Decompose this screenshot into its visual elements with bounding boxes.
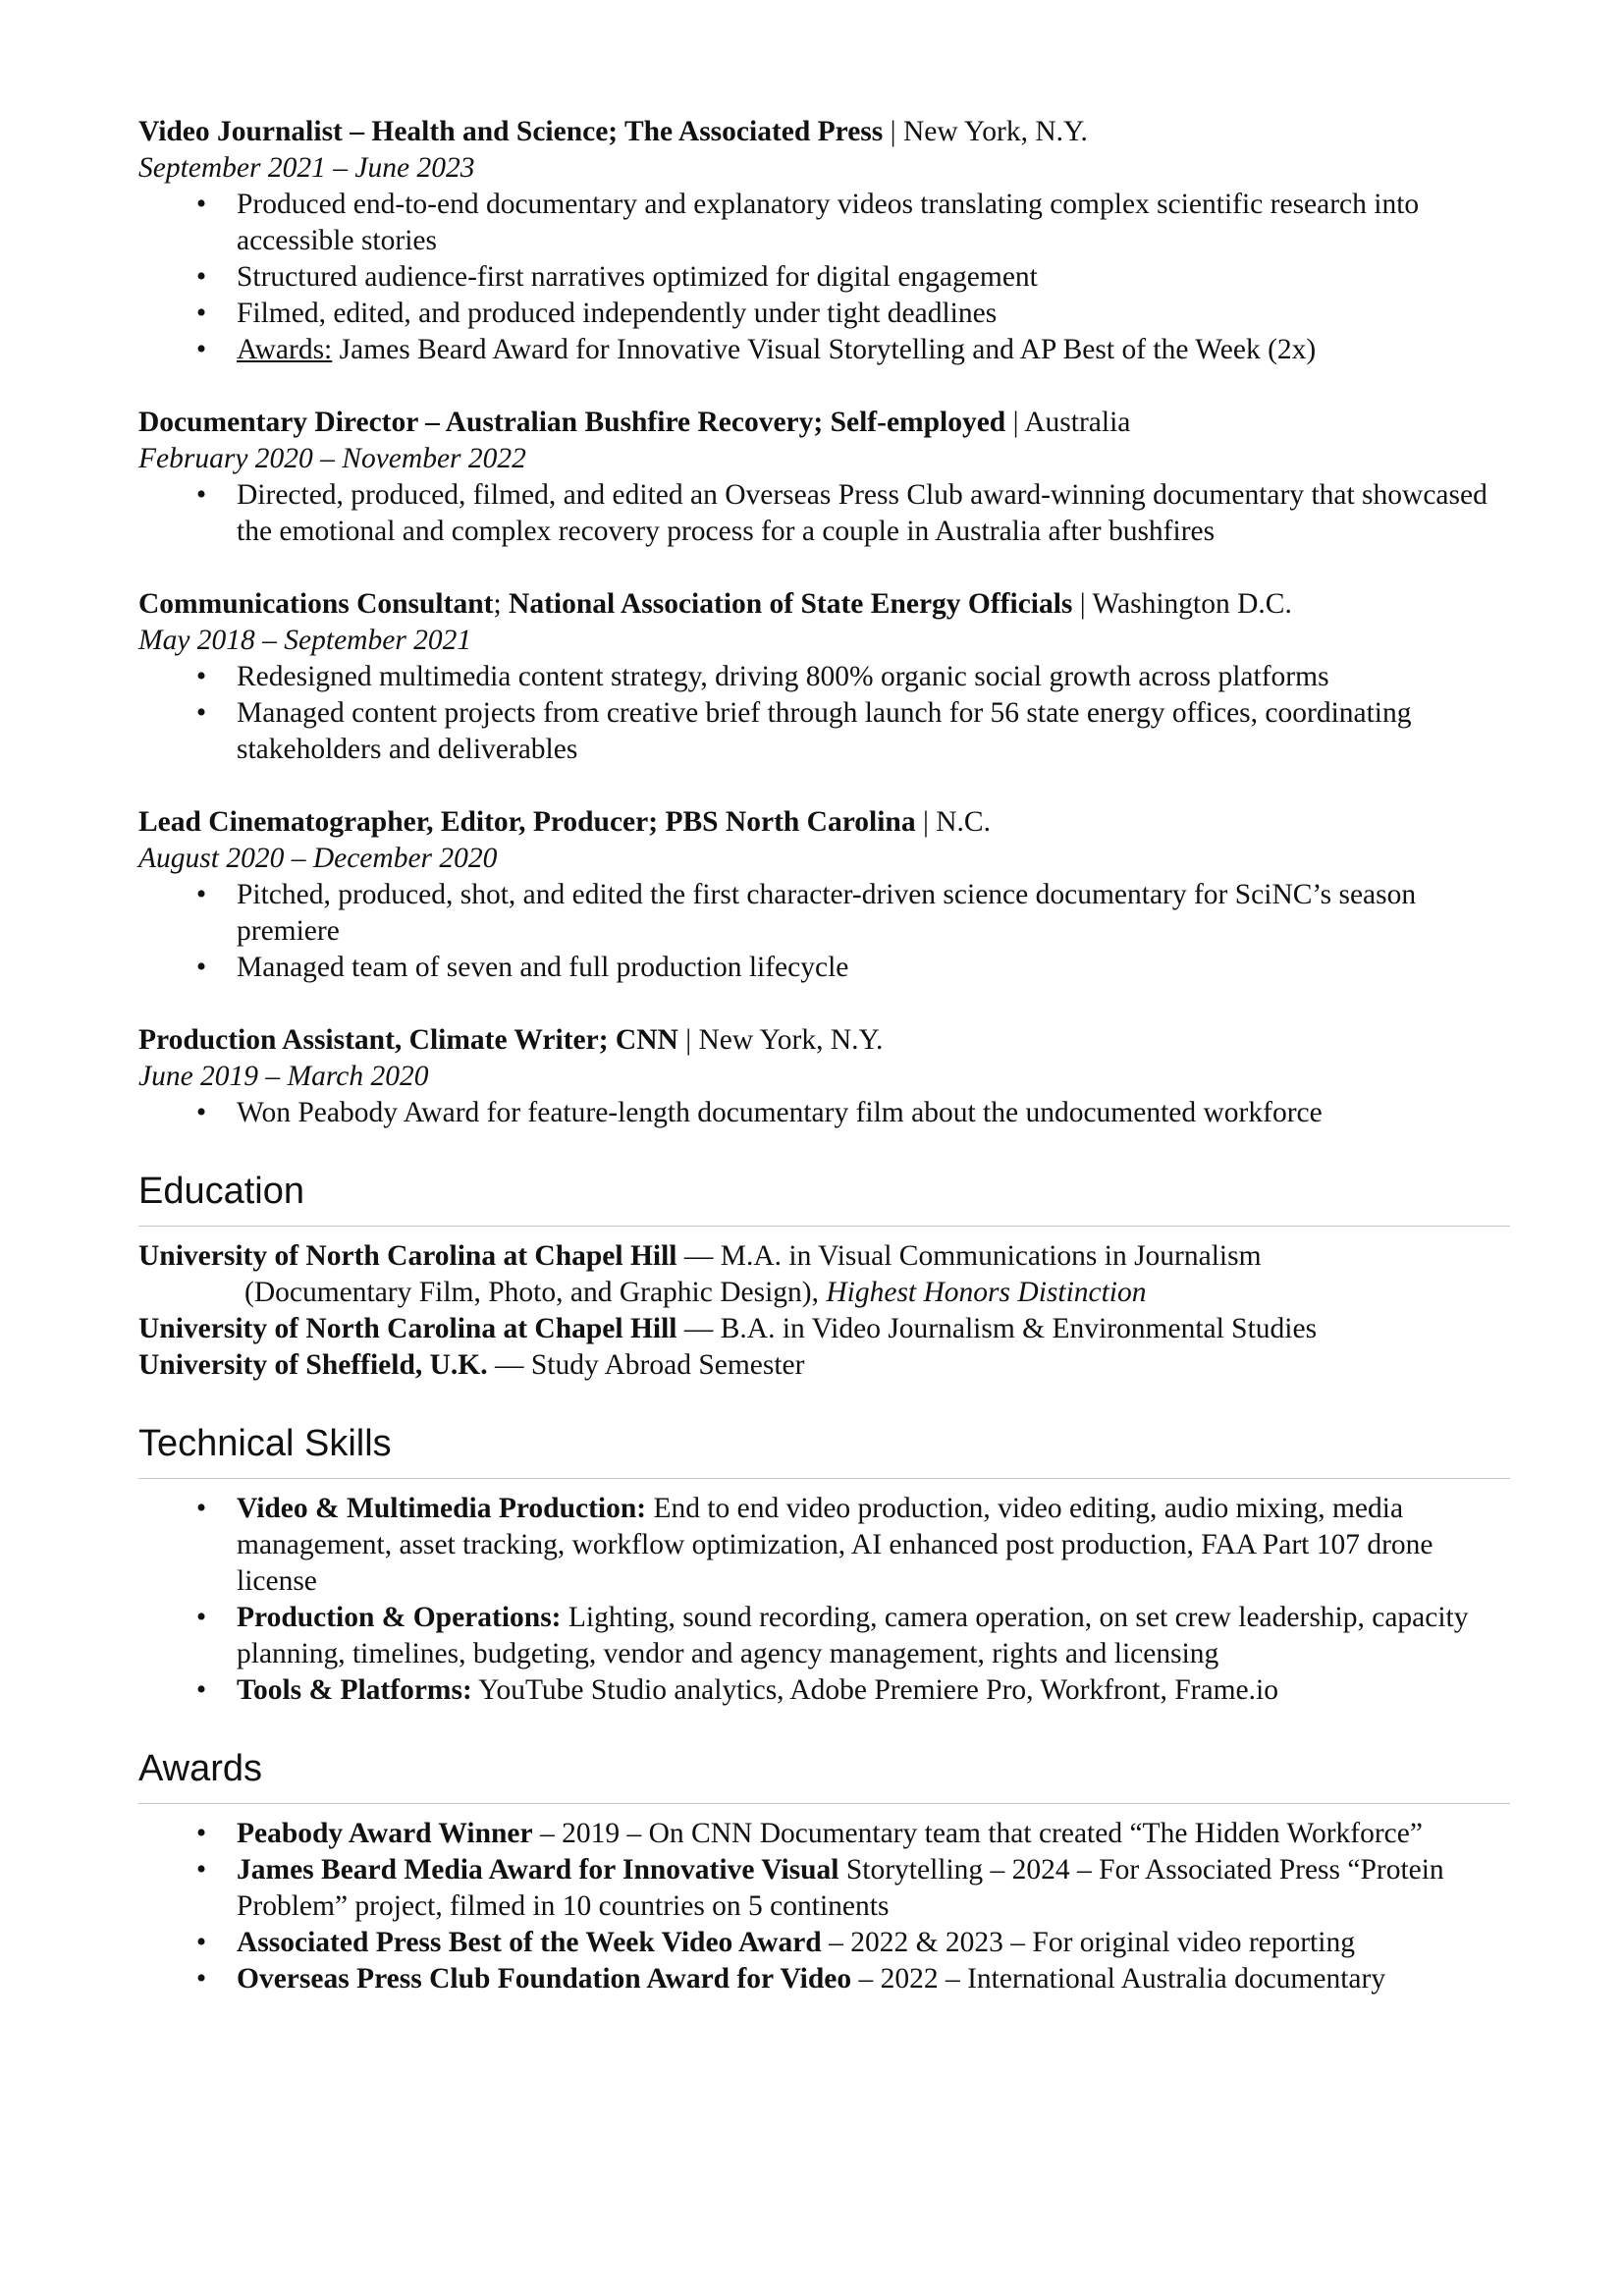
job-entry-bushfire — [138, 405, 1510, 550]
job-header: Video Journalist – Health and Science; The Associated Press | New York, N.Y. — [138, 116, 1088, 147]
bullet-icon: • — [195, 1963, 207, 1995]
job-role: Documentary Director – Australian Bushfire Recovery; Self-employed — [138, 407, 1006, 438]
job-header: Lead Cinematographer, Editor, Producer; PBS North Carolina | N.C. — [138, 806, 991, 838]
bullet-icon: • — [195, 952, 207, 983]
bullet-icon: • — [195, 697, 207, 729]
awards-label: Awards: — [237, 334, 333, 365]
list-item: • Pitched, produced, shot, and edited the first character-driven science documentary for SciNC’s season premiere — [138, 877, 1510, 950]
job-location: Australia — [1024, 407, 1131, 438]
job-header: Production Assistant, Climate Writer; CNN | New York, N.Y. — [138, 1024, 884, 1056]
bullet-icon: • — [195, 1493, 207, 1524]
list-item: • Filmed, edited, and produced independently under tight deadlines — [138, 296, 1510, 332]
award-name: Peabody Award Winner — [237, 1818, 533, 1849]
job-role: Lead Cinematographer, Editor, Producer; PBS North Carolina — [138, 806, 916, 838]
list-item: • Production & Operations: Lighting, sound recording, camera operation, on set crew leadership, capacity planning, timelines, budgeting, vendor and agency management, rights and licensing — [138, 1600, 1510, 1672]
award-name: Overseas Press Club Foundation Award for Video — [237, 1963, 852, 1995]
bullet-icon: • — [195, 1602, 207, 1633]
job-location: New York, N.Y. — [698, 1024, 884, 1056]
skills-section — [138, 1422, 1510, 1709]
bullet-icon: • — [195, 1854, 207, 1886]
job-header: Documentary Director – Australian Bushfire Recovery; Self-employed | Australia — [138, 407, 1131, 438]
list-item: • James Beard Media Award for Innovative Visual Storytelling – 2024 – For Associated Press “Protein Problem” project, filmed in 10 countries on 5 continents — [138, 1852, 1510, 1925]
list-item: • Overseas Press Club Foundation Award for Video – 2022 – International Australia documentary — [138, 1961, 1510, 1997]
award-name: Associated Press Best of the Week Video Award — [237, 1927, 822, 1958]
bullet-icon: • — [195, 298, 207, 329]
awards-section — [138, 1747, 1510, 1997]
job-bullets — [138, 477, 1510, 550]
list-item: • Tools & Platforms: YouTube Studio analytics, Adobe Premiere Pro, Workfront, Frame.io — [138, 1672, 1510, 1709]
job-entry-cnn — [138, 1022, 1510, 1131]
job-location: New York, N.Y. — [902, 116, 1088, 147]
list-item: • Peabody Award Winner – 2019 – On CNN Documentary team that created “The Hidden Workforce” — [138, 1816, 1510, 1852]
bullet-icon: • — [195, 879, 207, 910]
school-name: University of North Carolina at Chapel Hill — [138, 1313, 677, 1344]
bullet-icon: • — [195, 261, 207, 293]
job-dates: February 2020 – November 2022 — [138, 443, 526, 474]
bullet-icon: • — [195, 334, 207, 365]
job-location: Washington D.C. — [1092, 588, 1292, 620]
award-name: James Beard Media Award for Innovative Visual — [237, 1854, 839, 1886]
list-item: • Managed team of seven and full production lifecycle — [138, 950, 1510, 986]
skills-list — [138, 1491, 1510, 1709]
bullet-icon: • — [195, 1674, 207, 1706]
bullet-icon: • — [195, 189, 207, 220]
education-heading: Education — [138, 1171, 305, 1212]
education-detail: (Documentary Film, Photo, and Graphic Design), Highest Honors Distinction — [244, 1277, 1147, 1308]
job-entry-pbs — [138, 804, 1510, 986]
education-entry: University of North Carolina at Chapel Hill — M.A. in Visual Communications in Journalism — [138, 1240, 1262, 1272]
degree: Study Abroad Semester — [530, 1349, 805, 1381]
awards-list — [138, 1816, 1510, 1997]
job-bullets — [138, 877, 1510, 986]
skill-label: Production & Operations: — [237, 1602, 562, 1633]
list-item: • Won Peabody Award for feature-length documentary film about the undocumented workforce — [138, 1095, 1510, 1131]
bullet-icon: • — [195, 479, 207, 511]
section-divider — [138, 1478, 1510, 1479]
bullet-icon: • — [195, 1818, 207, 1849]
skills-heading: Technical Skills — [138, 1423, 392, 1464]
list-item: • Redesigned multimedia content strategy, driving 800% organic social growth across platforms — [138, 659, 1510, 695]
list-item: • Associated Press Best of the Week Video Award – 2022 & 2023 – For original video reporting — [138, 1925, 1510, 1961]
job-location: N.C. — [936, 806, 991, 838]
list-item: • Managed content projects from creative brief through launch for 56 state energy offices, coordinating stakeholders and deliverables — [138, 695, 1510, 768]
honors: Highest Honors Distinction — [826, 1277, 1147, 1308]
job-role: Production Assistant, Climate Writer; CNN — [138, 1024, 678, 1056]
job-entry-ap — [138, 114, 1510, 368]
education-entry: University of Sheffield, U.K. — Study Abroad Semester — [138, 1349, 805, 1381]
list-item: • Directed, produced, filmed, and edited an Overseas Press Club award-winning documentary that showcased the emotional and complex recovery process for a couple in Australia after bushfires — [138, 477, 1510, 550]
skill-label: Tools & Platforms: — [237, 1674, 472, 1706]
school-name: University of Sheffield, U.K. — [138, 1349, 488, 1381]
job-role: Communications Consultant — [138, 588, 494, 620]
bullet-icon: • — [195, 1927, 207, 1958]
job-entry-naseo — [138, 586, 1510, 768]
job-dates: May 2018 – September 2021 — [138, 625, 472, 656]
bullet-icon: • — [195, 1097, 207, 1128]
degree: B.A. in Video Journalism & Environmental Studies — [720, 1313, 1318, 1344]
job-header: Communications Consultant; National Association of State Energy Officials | Washington D.C. — [138, 588, 1292, 620]
bullet-icon: • — [195, 661, 207, 692]
list-item: • Produced end-to-end documentary and explanatory videos translating complex scientific research into accessible stories — [138, 187, 1510, 259]
list-item: • Video & Multimedia Production: End to end video production, video editing, audio mixing, media management, asset tracking, workflow optimization, AI enhanced post production, FAA Part 107 drone license — [138, 1491, 1510, 1600]
list-item: • Awards: James Beard Award for Innovative Visual Storytelling and AP Best of the Week (2x) — [138, 332, 1510, 368]
degree: M.A. in Visual Communications in Journalism — [720, 1240, 1262, 1272]
education-entry: University of North Carolina at Chapel Hill — B.A. in Video Journalism & Environmental Studies — [138, 1313, 1318, 1344]
section-divider — [138, 1803, 1510, 1804]
awards-heading: Awards — [138, 1748, 263, 1789]
job-role: Video Journalist – Health and Science; The Associated Press — [138, 116, 884, 147]
list-item: • Structured audience-first narratives optimized for digital engagement — [138, 259, 1510, 296]
job-dates: September 2021 – June 2023 — [138, 152, 475, 184]
school-name: University of North Carolina at Chapel Hill — [138, 1240, 677, 1272]
job-bullets — [138, 187, 1510, 368]
job-organization: National Association of State Energy Officials — [509, 588, 1073, 620]
job-dates: June 2019 – March 2020 — [138, 1061, 429, 1092]
job-dates: August 2020 – December 2020 — [138, 843, 498, 874]
section-divider — [138, 1226, 1510, 1227]
job-bullets — [138, 1095, 1510, 1131]
skill-label: Video & Multimedia Production: — [237, 1493, 647, 1524]
job-bullets — [138, 659, 1510, 768]
education-section — [138, 1170, 1510, 1384]
